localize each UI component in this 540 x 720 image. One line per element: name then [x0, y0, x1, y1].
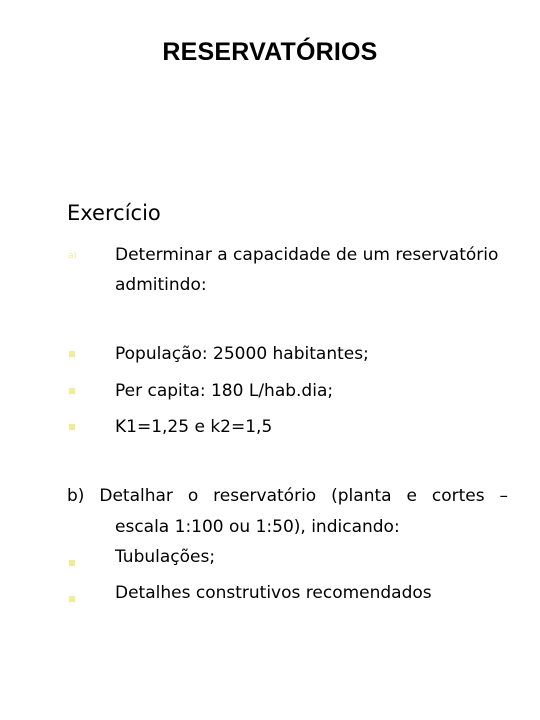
- slide-title: RESERVATÓRIOS: [162, 38, 378, 66]
- part-a-bullet-per-capita: Per capita: 180 L/hab.dia;: [115, 381, 334, 401]
- exercise-heading: Exercício: [67, 201, 161, 225]
- bullet-icon: [69, 388, 75, 394]
- part-b-word: (planta: [331, 486, 392, 506]
- list-marker-a: a): [68, 251, 78, 261]
- part-a-intro-line2: admitindo:: [115, 275, 207, 295]
- part-b-bullet-details: Detalhes construtivos recomendados: [115, 583, 432, 603]
- part-a-bullet-population: População: 25000 habitantes;: [115, 344, 369, 364]
- part-b-line1: [67, 481, 508, 512]
- part-b-word: o: [187, 486, 199, 506]
- bullet-icon: [69, 424, 75, 430]
- part-b-word: cortes: [431, 486, 485, 506]
- part-b-line2: escala 1:100 ou 1:50), indicando:: [115, 517, 400, 537]
- bullet-icon: [69, 596, 75, 602]
- part-a-bullet-coefficients: K1=1,25 e k2=1,5: [115, 417, 273, 437]
- part-b-paragraph: [67, 481, 508, 543]
- part-b-word: reservatório: [213, 486, 317, 506]
- part-b-word: Detalhar: [99, 486, 173, 506]
- part-b-word: –: [499, 486, 508, 506]
- part-b-word: b): [67, 486, 85, 506]
- bullet-icon: [69, 351, 75, 357]
- part-b-bullet-pipes: Tubulações;: [115, 547, 216, 567]
- part-a-intro-line1: Determinar a capacidade de um reservatório: [115, 245, 499, 265]
- part-b-word: e: [406, 486, 417, 506]
- bullet-icon: [69, 560, 75, 566]
